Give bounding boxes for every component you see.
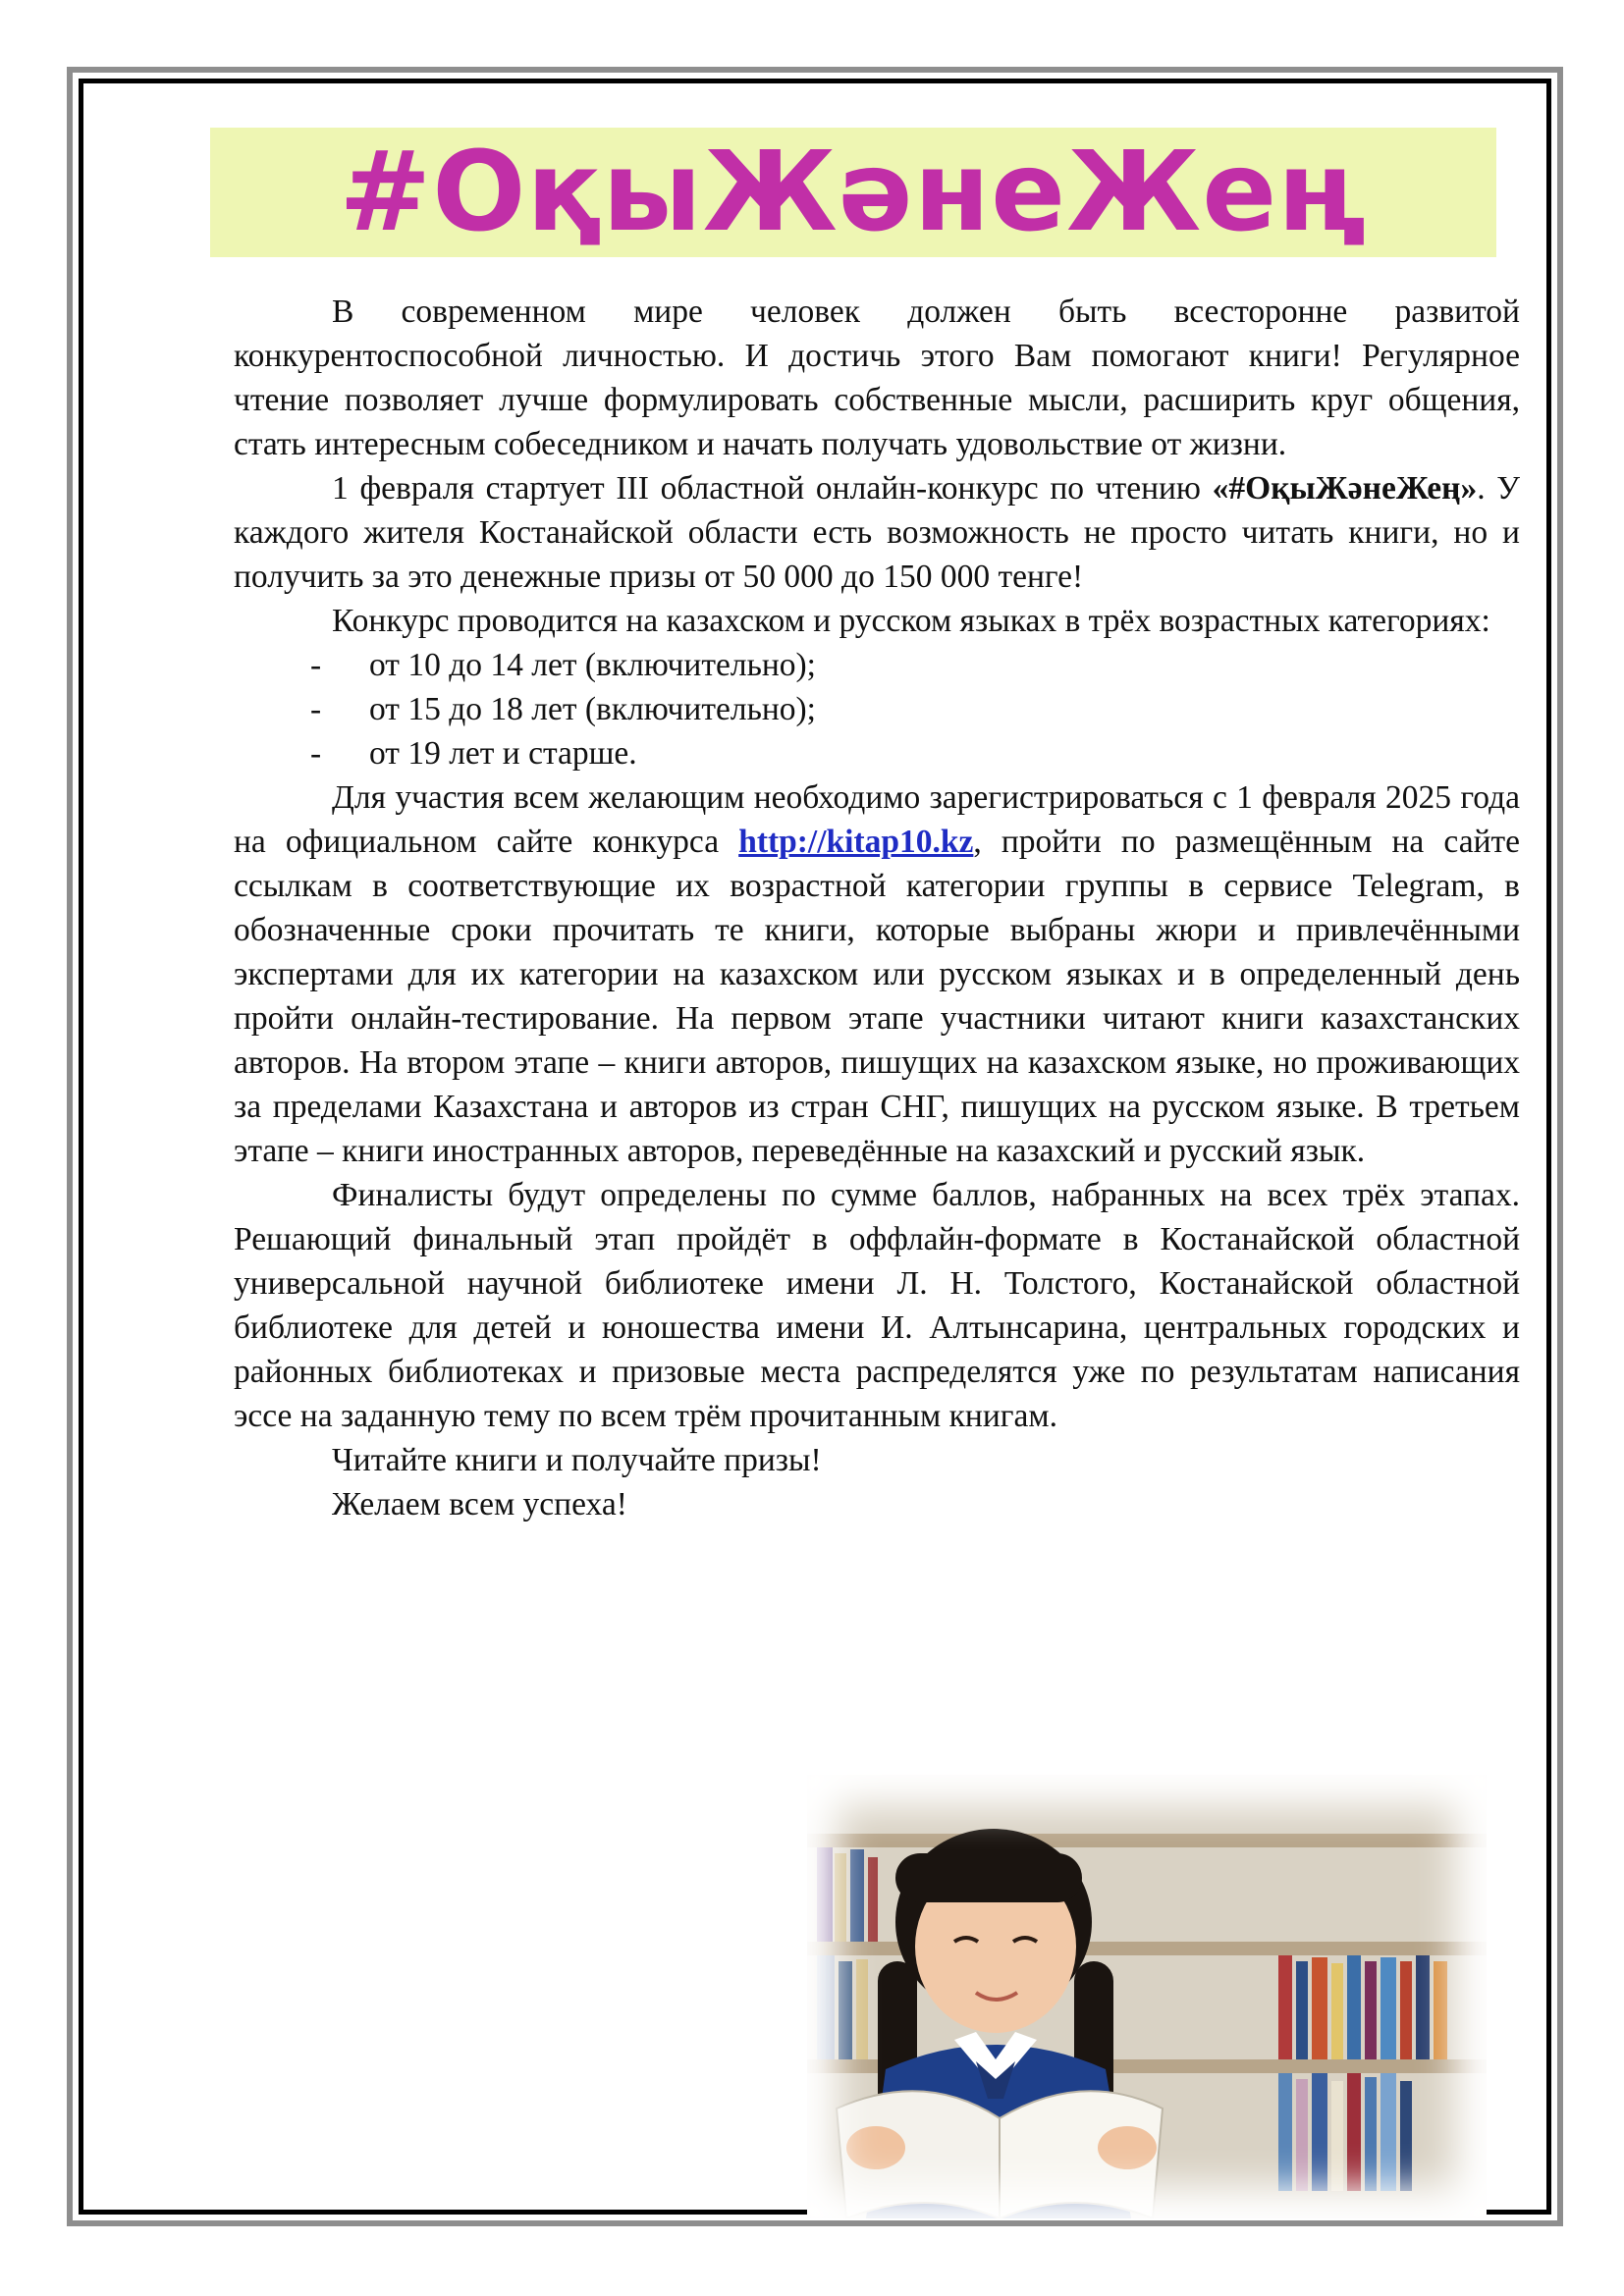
age-group-list	[234, 643, 1520, 775]
paragraph-text: Для участия всем желающим необходимо зарегистрироваться с 1 февраля 2025 года на официальном сайте конкурса	[234, 779, 1520, 860]
list-dash: -	[310, 647, 322, 683]
list-dash: -	[310, 691, 322, 727]
paragraph-contest-start	[234, 466, 1520, 599]
title-banner	[210, 128, 1496, 257]
banner-title: #ОқыЖәнеЖең	[339, 129, 1368, 256]
girl-reading-photo	[807, 1775, 1487, 2218]
list-item	[234, 687, 1520, 731]
paragraph-text: 1 февраля стартует III областной онлайн-конкурс по чтению	[332, 470, 1213, 507]
list-item	[234, 643, 1520, 687]
list-dash: -	[310, 735, 322, 772]
paragraph-text: , пройти по размещённым на сайте ссылкам в соответствующие их возрастной категории группы в сервисе Telegram, в обозначенные сроки прочитать те книги, которые выбраны жюри и привлечёнными экспертами для их категории на казахском или русском языках и в определенный день пройти онлайн-тестирование. На первом этапе участники читают книги казахстанских авторов. На втором этапе – книги авторов, пишущих на казахском языке, но проживающих за пределами Казахстана и авторов из стран СНГ, пишущих на русском языке. В третьем этапе – книги иностранных авторов, переведённые на казахский и русский язык.	[234, 824, 1521, 1169]
paragraph-call-to-action: Читайте книги и получайте призы!	[332, 1442, 822, 1478]
article-body	[234, 290, 1520, 1526]
list-item-text: от 19 лет и старше.	[369, 735, 637, 772]
contest-site-link[interactable]: http://kitap10.kz	[738, 824, 974, 860]
paragraph-categories: Конкурс проводится на казахском и русском языках в трёх возрастных категориях:	[332, 603, 1490, 639]
contest-name: «#ОқыЖәнеЖең»	[1212, 470, 1478, 507]
list-item	[234, 731, 1520, 775]
list-item-text: от 15 до 18 лет (включительно);	[369, 691, 816, 727]
paragraph-participation	[234, 775, 1520, 1173]
paragraph-wishes: Желаем всем успеха!	[332, 1486, 627, 1522]
paragraph-finalists: Финалисты будут определены по сумме баллов, набранных на всех трёх этапах. Решающий финальный этап пройдёт в оффлайн-формате в Костанайской областной универсальной научной библиотеке имени Л. Н. Толстого, Костанайской областной библиотеке для детей и юношества имени И. Алтынсарина, центральных городских и районных библиотеках и призовые места распределятся уже по результатам написания эссе на заданную тему по всем трём прочитанным книгам.	[234, 1177, 1520, 1434]
paragraph-text: . У каждого жителя Костанайской области есть возможность не просто читать книги, но и получить за это денежные призы от 50 000 до 150 000 тенге!	[234, 470, 1520, 595]
girl-reading-illustration	[807, 1775, 1487, 2218]
list-item-text: от 10 до 14 лет (включительно);	[369, 647, 816, 683]
paragraph-intro: В современном мире человек должен быть всесторонне развитой конкурентоспособной личностью. И достичь этого Вам помогают книги! Регулярное чтение позволяет лучше формулировать собственные мысли, расширить круг общения, стать интересным собеседником и начать получать удовольствие от жизни.	[234, 294, 1520, 462]
